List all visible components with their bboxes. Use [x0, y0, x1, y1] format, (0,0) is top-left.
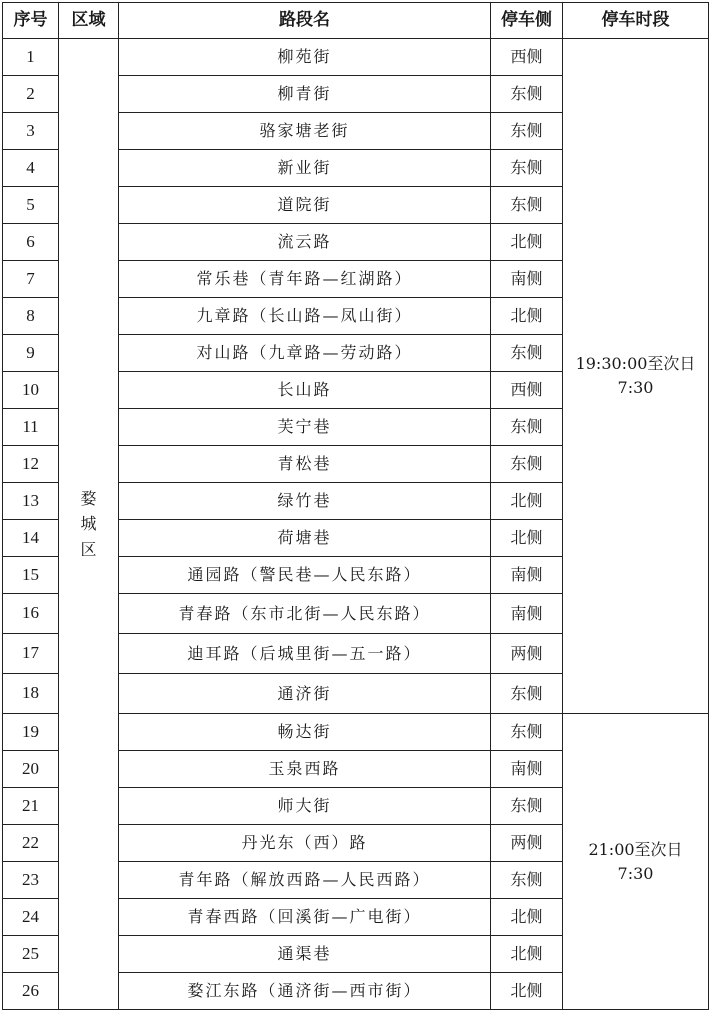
parking-side: 东侧: [491, 714, 563, 751]
parking-time-end: 7:30: [617, 863, 654, 883]
table-row: [3, 39, 709, 76]
parking-side: 东侧: [491, 409, 563, 446]
parking-time: [576, 352, 696, 400]
district-label: 婺城区: [80, 488, 97, 559]
parking-time: [588, 838, 682, 886]
parking-side: 北侧: [491, 973, 563, 1010]
row-number: 3: [3, 113, 59, 150]
parking-side: 东侧: [491, 788, 563, 825]
parking-time-cell: [563, 39, 709, 714]
parking-time-end: 7:30: [617, 378, 654, 397]
row-number: 6: [3, 224, 59, 261]
road-name: 柳苑街: [119, 39, 491, 76]
row-number: 8: [3, 298, 59, 335]
road-name: 九章路（长山路—凤山街）: [119, 298, 491, 335]
parking-side: 东侧: [491, 446, 563, 483]
parking-side: 北侧: [491, 899, 563, 936]
parking-side: 北侧: [491, 298, 563, 335]
row-number: 13: [3, 483, 59, 520]
district-cell: [59, 39, 119, 1010]
parking-side: 东侧: [491, 862, 563, 899]
row-number: 19: [3, 714, 59, 751]
parking-time-start: 21:00至次日: [588, 839, 683, 859]
parking-side: 两侧: [491, 825, 563, 862]
row-number: 14: [3, 520, 59, 557]
row-number: 18: [3, 674, 59, 714]
road-name: 荷塘巷: [119, 520, 491, 557]
road-name: 通渠巷: [119, 936, 491, 973]
row-number: 7: [3, 261, 59, 298]
road-name: 长山路: [119, 372, 491, 409]
road-name: 骆家塘老街: [119, 113, 491, 150]
road-name: 青春西路（回溪街—广电街）: [119, 899, 491, 936]
row-number: 1: [3, 39, 59, 76]
road-name: 青春路（东市北街—人民东路）: [119, 594, 491, 634]
road-name: 绿竹巷: [119, 483, 491, 520]
road-name: 婺江东路（通济街—西市街）: [119, 973, 491, 1010]
road-name: 柳青街: [119, 76, 491, 113]
road-name: 畅达街: [119, 714, 491, 751]
parking-side: 两侧: [491, 634, 563, 674]
parking-time-cell: [563, 714, 709, 1010]
row-number: 22: [3, 825, 59, 862]
parking-side: 东侧: [491, 187, 563, 224]
road-name: 通济街: [119, 674, 491, 714]
row-number: 9: [3, 335, 59, 372]
road-name: 新业街: [119, 150, 491, 187]
row-number: 17: [3, 634, 59, 674]
row-number: 25: [3, 936, 59, 973]
row-number: 11: [3, 409, 59, 446]
row-number: 16: [3, 594, 59, 634]
road-name: 迪耳路（后城里街—五一路）: [119, 634, 491, 674]
header-row: [3, 3, 709, 39]
row-number: 24: [3, 899, 59, 936]
row-number: 21: [3, 788, 59, 825]
header-district: 区域: [59, 3, 119, 39]
road-name: 青年路（解放西路—人民西路）: [119, 862, 491, 899]
row-number: 2: [3, 76, 59, 113]
parking-side: 北侧: [491, 520, 563, 557]
parking-side: 东侧: [491, 76, 563, 113]
parking-side: 西侧: [491, 372, 563, 409]
road-name: 常乐巷（青年路—红湖路）: [119, 261, 491, 298]
road-name: 师大街: [119, 788, 491, 825]
row-number: 15: [3, 557, 59, 594]
parking-side: 南侧: [491, 751, 563, 788]
parking-side: 北侧: [491, 483, 563, 520]
parking-side: 东侧: [491, 150, 563, 187]
parking-time-start: 19:30:00至次日: [575, 354, 696, 373]
parking-side: 南侧: [491, 557, 563, 594]
row-number: 20: [3, 751, 59, 788]
parking-side: 东侧: [491, 674, 563, 714]
row-number: 4: [3, 150, 59, 187]
road-name: 通园路（警民巷—人民东路）: [119, 557, 491, 594]
parking-side: 南侧: [491, 261, 563, 298]
parking-side: 北侧: [491, 936, 563, 973]
road-name: 丹光东（西）路: [119, 825, 491, 862]
parking-side: 北侧: [491, 224, 563, 261]
header-side: 停车侧: [491, 3, 563, 39]
road-name: 对山路（九章路—劳动路）: [119, 335, 491, 372]
road-name: 芙宁巷: [119, 409, 491, 446]
road-name: 流云路: [119, 224, 491, 261]
row-number: 26: [3, 973, 59, 1010]
parking-side: 东侧: [491, 113, 563, 150]
row-number: 10: [3, 372, 59, 409]
parking-side: 东侧: [491, 335, 563, 372]
row-number: 23: [3, 862, 59, 899]
row-number: 5: [3, 187, 59, 224]
road-name: 道院街: [119, 187, 491, 224]
parking-table: [2, 2, 709, 1010]
parking-side: 西侧: [491, 39, 563, 76]
header-no: 序号: [3, 3, 59, 39]
row-number: 12: [3, 446, 59, 483]
table-body: [3, 39, 709, 1010]
road-name: 青松巷: [119, 446, 491, 483]
road-name: 玉泉西路: [119, 751, 491, 788]
parking-side: 南侧: [491, 594, 563, 634]
header-road: 路段名: [119, 3, 491, 39]
header-time: 停车时段: [563, 3, 709, 39]
